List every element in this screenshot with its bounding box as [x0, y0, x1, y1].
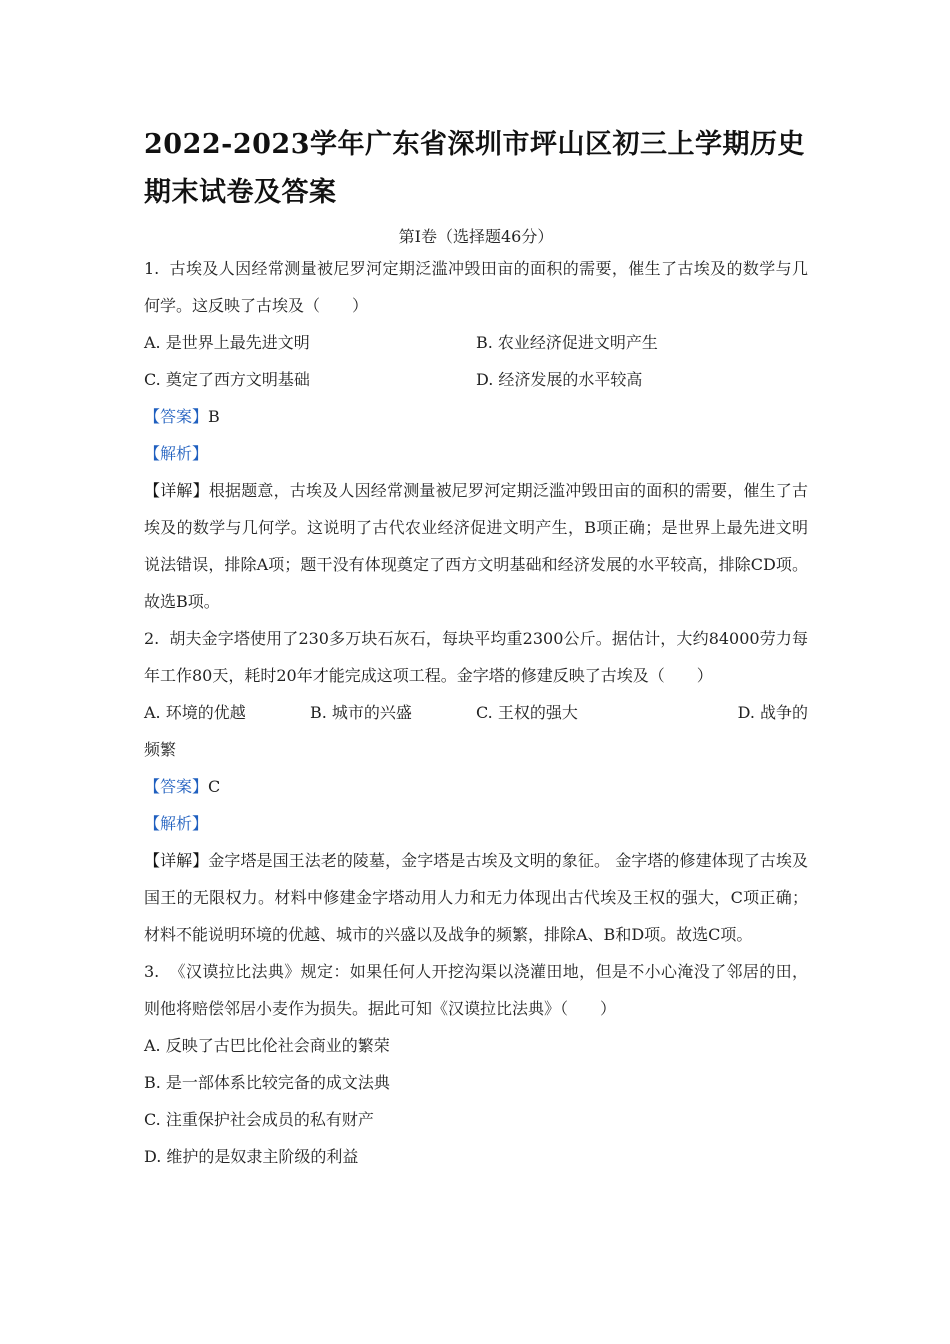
answer-value: B [208, 407, 220, 426]
option-d: D. 战争的 [737, 703, 808, 722]
question-stem: 1. 古埃及人因经常测量被尼罗河定期泛滥冲毁田亩的面积的需要，催生了古埃及的数学与几何学。这反映了古埃及（ ） [144, 259, 808, 315]
answer-tag: 【答案】 [144, 407, 209, 426]
question-1 [144, 250, 808, 620]
answer-line [144, 398, 808, 435]
detail-paragraph [144, 842, 808, 953]
option-d: D. 维护的是奴隶主阶级的利益 [144, 1147, 359, 1166]
detail-tag: 【详解】 [144, 851, 209, 870]
option-d-continuation: 频繁 [144, 740, 177, 759]
options-row [144, 694, 808, 731]
detail-paragraph [144, 472, 808, 620]
question-number: 2. [144, 629, 160, 648]
option-a: A. 环境的优越 [144, 703, 246, 722]
section-heading: 第Ⅰ卷（选择题46分） [398, 227, 554, 246]
answer-tag: 【答案】 [144, 777, 209, 796]
question-stem: 3. 《汉谟拉比法典》规定：如果任何人开挖沟渠以浇灌田地，但是不小心淹没了邻居的田，则他将赔偿邻居小麦作为损失。据此可知《汉谟拉比法典》（ ） [144, 962, 808, 1018]
document-title: 2022-2023学年广东省深圳市坪山区初三上学期历史期末试卷及答案 [144, 129, 805, 208]
option-b: B. 是一部体系比较完备的成文法典 [144, 1073, 390, 1092]
option-a: A. 是世界上最先进文明 [144, 333, 310, 352]
option-b: B. 城市的兴盛 [310, 703, 412, 722]
answer-line [144, 768, 808, 805]
analysis-tag: 【解析】 [144, 444, 209, 463]
question-number: 3. [144, 962, 160, 981]
detail-text: 根据题意，古埃及人因经常测量被尼罗河定期泛滥冲毁田亩的面积的需要，催生了古埃及的数学与几何学。这说明了古代农业经济促进文明产生，B项正确；是世界上最先进文明说法错误，排除A项；题干没有体现奠定了西方文明基础和经济发展的水平较高，排除CD项。故选B项。 [144, 481, 808, 611]
detail-tag: 【详解】 [144, 481, 209, 500]
question-stem: 2. 胡夫金字塔使用了230多万块石灰石，每块平均重2300公斤。据估计，大约84000劳力每年工作80天，耗时20年才能完成这项工程。金字塔的修建反映了古埃及（ ） [144, 629, 808, 685]
question-3 [144, 953, 808, 1175]
question-2 [144, 620, 808, 953]
option-c: C. 奠定了西方文明基础 [144, 370, 310, 389]
analysis-tag: 【解析】 [144, 814, 209, 833]
answer-value: C [208, 777, 221, 796]
option-a: A. 反映了古巴比伦社会商业的繁荣 [144, 1036, 390, 1055]
detail-text: 金字塔是国王法老的陵墓，金字塔是古埃及文明的象征。 金字塔的修建体现了古埃及国王的无限权力。材料中修建金字塔动用人力和无力体现出古代埃及王权的强大，C项正确；材料不能说明环境的优越、城市的兴盛以及战争的频繁，排除A、B和D项。故选C项。 [144, 851, 808, 944]
option-d: D. 经济发展的水平较高 [476, 370, 643, 389]
option-c: C. 王权的强大 [476, 703, 578, 722]
option-c: C. 注重保护社会成员的私有财产 [144, 1110, 374, 1129]
options-row [144, 324, 808, 361]
options-row [144, 361, 808, 398]
question-number: 1. [144, 259, 160, 278]
option-b: B. 农业经济促进文明产生 [476, 333, 658, 352]
